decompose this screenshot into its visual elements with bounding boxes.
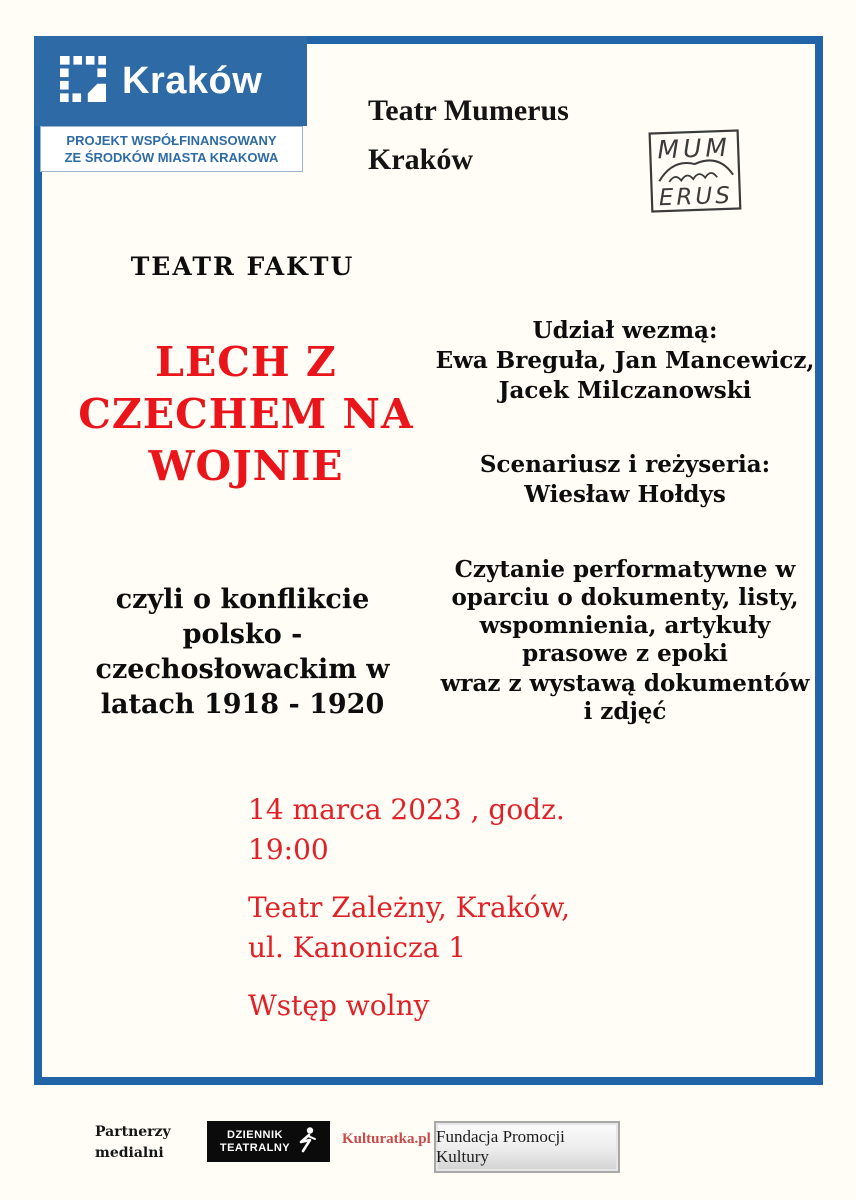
exhibition-note xyxy=(430,670,820,726)
show-subtitle-line1: czyli o konflikcie xyxy=(115,584,370,615)
partners-label-line1: Partnerzy xyxy=(95,1124,171,1140)
event-info xyxy=(248,790,688,1026)
krakow-logo xyxy=(34,36,307,126)
krakow-funding-note-line2: ZE ŚRODKÓW MIASTA KRAKOWA xyxy=(64,150,279,165)
krakow-funding-note xyxy=(40,126,303,172)
genre-heading: TEATR FAKTU xyxy=(130,252,355,281)
dziennik-line1: DZIENNIK xyxy=(227,1128,283,1141)
show-subtitle-line3: czechosłowackim w xyxy=(95,654,390,685)
event-venue-line2: ul. Kanonicza 1 xyxy=(248,931,467,964)
theater-name xyxy=(368,86,569,184)
krakow-funding-note-line1: PROJEKT WSPÓŁFINANSOWANY xyxy=(66,133,277,148)
dziennik-line2: TEATRALNY xyxy=(219,1141,291,1154)
show-title-line2: CZECHEM NA xyxy=(78,390,414,438)
fundacja-text: Fundacja Promocji Kultury xyxy=(436,1127,565,1166)
partners-label xyxy=(95,1122,171,1164)
direction-name: Wiesław Hołdys xyxy=(524,481,726,508)
event-datetime xyxy=(248,790,688,870)
event-venue-line1: Teatr Zależny, Kraków, xyxy=(248,891,571,924)
show-subtitle-line4: latach 1918 - 1920 xyxy=(100,689,385,720)
show-subtitle-line2: polsko - xyxy=(182,619,303,650)
event-admission: Wstęp wolny xyxy=(248,989,430,1022)
cast-line2: Jacek Milczanowski xyxy=(498,377,752,404)
description-line3: wspomnienia, artykuły xyxy=(479,612,771,639)
direction-heading: Scenariusz i reżyseria: xyxy=(479,451,771,478)
dziennik-teatralny-text xyxy=(220,1129,290,1155)
dancer-icon xyxy=(295,1126,317,1158)
stamp-text-bottom: ERUS xyxy=(658,182,734,212)
theater-name-line2: Kraków xyxy=(368,143,473,176)
partners-label-line2: medialni xyxy=(95,1145,164,1161)
show-subtitle xyxy=(50,582,435,722)
krakow-wordmark: Kraków xyxy=(122,59,263,102)
show-title-line3: WOJNIE xyxy=(148,442,344,490)
fundacja-promocji-kultury-logo xyxy=(434,1121,620,1173)
description-block xyxy=(430,556,820,668)
show-title-line1: LECH Z xyxy=(155,338,337,386)
kulturatka-logo: Kulturatka.pl xyxy=(342,1131,431,1147)
description-line4: prasowe z epoki xyxy=(522,640,728,667)
event-venue xyxy=(248,888,688,968)
description-line1: Czytanie performatywne w xyxy=(454,556,796,583)
dziennik-teatralny-logo xyxy=(207,1121,330,1162)
mumerus-stamp-icon xyxy=(645,124,747,220)
exhibition-note-line2: i zdjęć xyxy=(583,698,667,725)
krakow-dashed-square-icon xyxy=(60,56,106,106)
event-date-line1: 14 marca 2023 , godz. xyxy=(248,793,565,826)
cast-heading: Udział wezmą: xyxy=(532,317,718,344)
cast-line1: Ewa Breguła, Jan Mancewicz, xyxy=(435,347,815,374)
show-title xyxy=(36,336,456,492)
direction-block xyxy=(430,450,820,510)
exhibition-note-line1: wraz z wystawą dokumentów xyxy=(440,670,810,697)
theater-name-line1: Teatr Mumerus xyxy=(368,94,569,127)
cast-block xyxy=(430,316,820,406)
event-time: 19:00 xyxy=(248,833,329,866)
description-line2: oparciu o dokumenty, listy, xyxy=(451,584,799,611)
stamp-text-top: MUM xyxy=(656,132,732,165)
